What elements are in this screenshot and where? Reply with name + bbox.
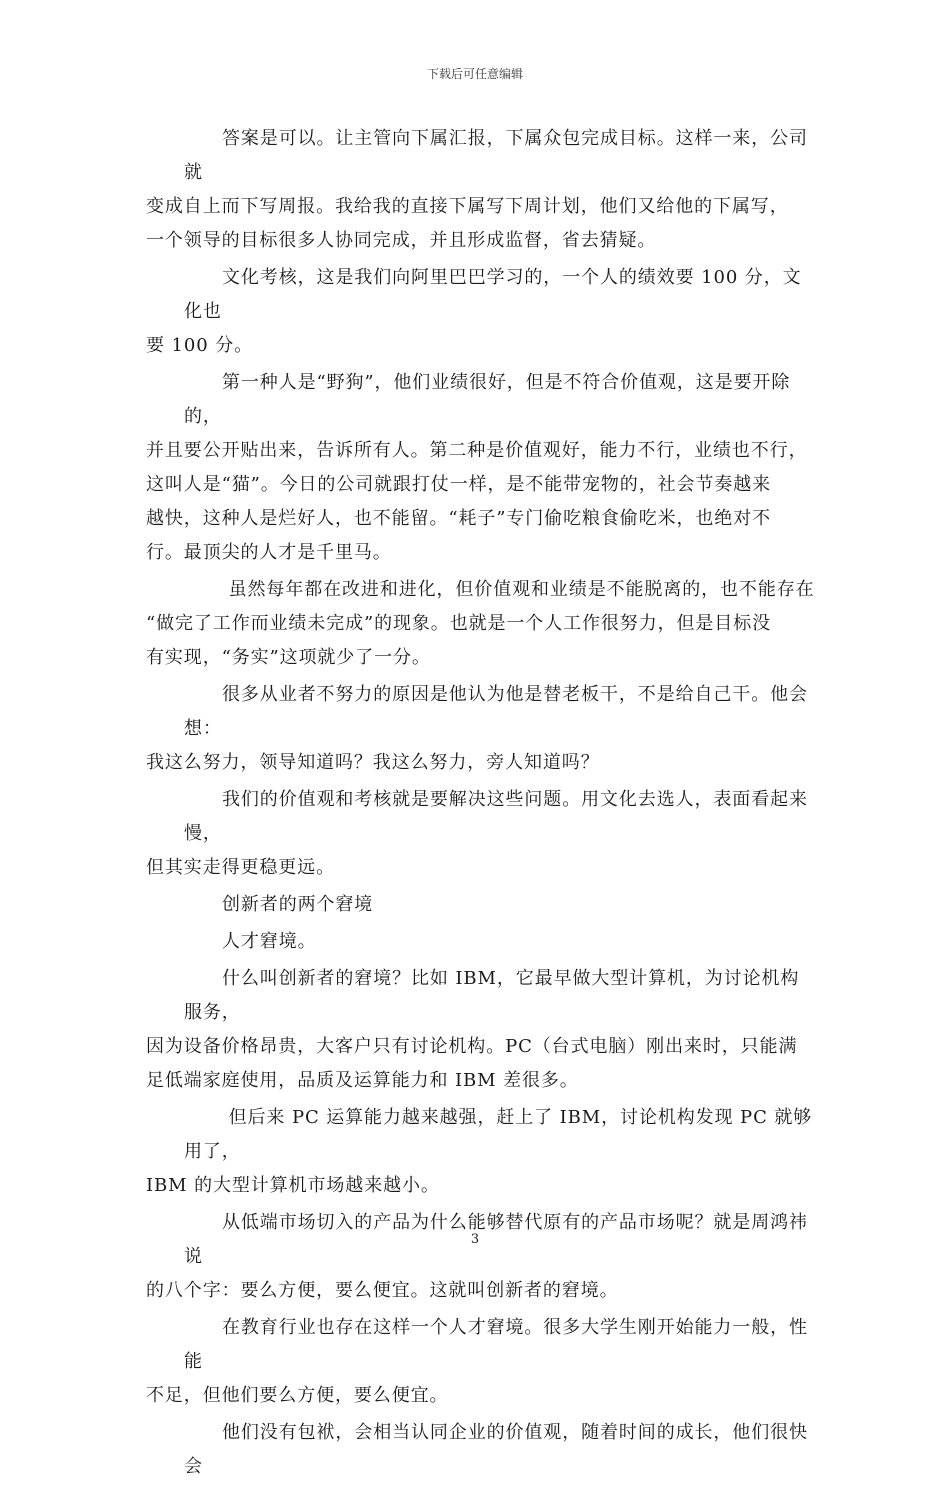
paragraph-line: 什么叫创新者的窘境？比如 IBM，它最早做大型计算机，为讨论机构服务， — [184, 968, 800, 1023]
paragraph-line: 的八个字：要么方便，要么便宜。这就叫创新者的窘境。 — [146, 1280, 619, 1301]
paragraph-line: 但其实走得更稳更远。 — [146, 857, 335, 878]
paragraph-line: 不足，但他们要么方便，要么便宜。 — [146, 1385, 449, 1406]
paragraph — [146, 261, 818, 363]
paragraph-line: 但后来 PC 运算能力越来越强，赶上了 IBM，讨论机构发现 PC 就够用了， — [184, 1107, 813, 1162]
paragraph-line: 从低端市场切入的产品为什么能够替代原有的产品市场呢？就是周鸿祎说 — [184, 1212, 808, 1267]
paragraph-line: 行。最顶尖的人才是千里马。 — [146, 542, 392, 563]
paragraph — [146, 1416, 818, 1484]
paragraph — [146, 783, 818, 885]
paragraph-line: 因为设备价格昂贵，大客户只有讨论机构。PC（台式电脑）刚出来时，只能满 — [146, 1036, 798, 1057]
paragraph-line: IBM 的大型计算机市场越来越小。 — [146, 1175, 440, 1196]
paragraph-line: 我这么努力，领导知道吗？我这么努力，旁人知道吗？ — [146, 752, 600, 773]
paragraph-line: 很多从业者不努力的原因是他认为他是替老板干，不是给自己干。他会想： — [184, 684, 808, 739]
paragraph — [146, 925, 818, 959]
paragraph-line: 答案是可以。让主管向下属汇报，下属众包完成目标。这样一来，公司就 — [184, 128, 808, 183]
paragraph-line: 第一种人是“野狗”，他们业绩很好，但是不符合价值观，这是要开除的， — [184, 372, 791, 427]
page-number: 3 — [470, 1232, 480, 1247]
paragraph — [146, 1101, 818, 1203]
paragraph-line: “做完了工作而业绩未完成”的现象。也就是一个人工作很努力，但是目标没 — [146, 613, 772, 634]
paragraph-line: 在教育行业也存在这样一个人才窘境。很多大学生刚开始能力一般，性能 — [184, 1317, 808, 1372]
paragraph-line: 人才窘境。 — [222, 931, 317, 952]
paragraph-line: 他们没有包袱，会相当认同企业的价值观，随着时间的成长，他们很快会 — [184, 1422, 808, 1477]
paragraph-line: 我们的价值观和考核就是要解决这些问题。用文化去选人，表面看起来慢， — [184, 789, 808, 844]
paragraph-line: 有实现，“务实”这项就少了一分。 — [146, 647, 431, 668]
paragraph-line: 虽然每年都在改进和进化，但价值观和业绩是不能脱离的，也不能存在 — [222, 579, 815, 600]
paragraph — [146, 573, 818, 675]
paragraph — [146, 1311, 818, 1413]
paragraph-line: 文化考核，这是我们向阿里巴巴学习的，一个人的绩效要 100 分，文化也 — [184, 267, 802, 322]
paragraph — [146, 1206, 818, 1308]
paragraph-line: 要 100 分。 — [146, 335, 253, 356]
page-header: 下载后可任意编辑 — [426, 67, 523, 81]
paragraph — [146, 962, 818, 1098]
paragraph — [146, 888, 818, 922]
paragraph-line: 越快，这种人是烂好人，也不能留。“耗子”专门偷吃粮食偷吃米，也绝对不 — [146, 508, 772, 529]
paragraph-line: 变成自上而下写周报。我给我的直接下属写下周计划，他们又给他的下属写， — [146, 196, 789, 217]
paragraph — [146, 366, 818, 570]
paragraph-line: 一个领导的目标很多人协同完成，并且形成监督，省去猜疑。 — [146, 230, 657, 251]
paragraph-line: 这叫人是“猫”。今日的公司就跟打仗一样，是不能带宠物的，社会节奏越来 — [146, 474, 772, 495]
paragraph — [146, 122, 818, 258]
document-body — [146, 122, 818, 1487]
paragraph-line: 并且要公开贴出来，告诉所有人。第二种是价值观好，能力不行，业绩也不行， — [146, 440, 808, 461]
paragraph — [146, 678, 818, 780]
paragraph-line: 创新者的两个窘境 — [222, 894, 374, 915]
paragraph-line: 足低端家庭使用，品质及运算能力和 IBM 差很多。 — [146, 1070, 579, 1091]
